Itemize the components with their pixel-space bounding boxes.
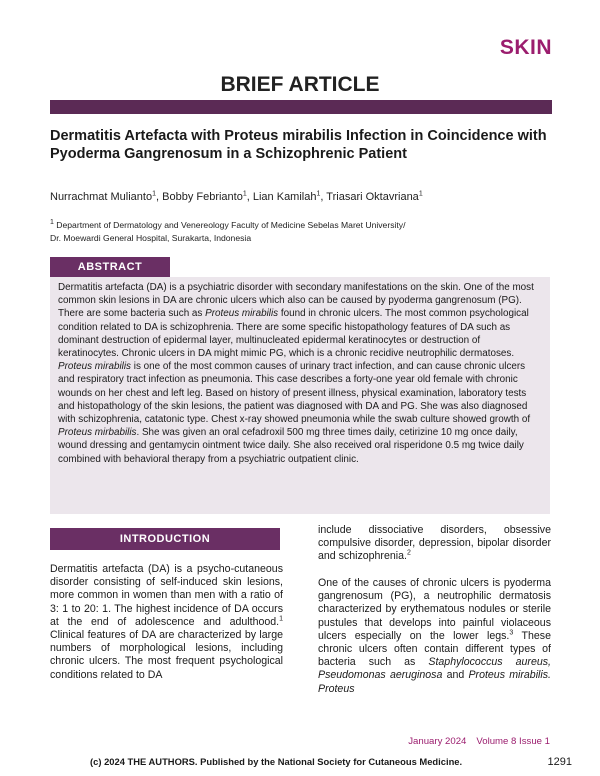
article-title: Dermatitis Artefacta with Proteus mirabilis Infection in Coincidence with Pyoderma Gangrenosum in a Schizophrenic Patient: [50, 128, 547, 162]
issue-date: January 2024: [408, 736, 467, 747]
article-type-heading: BRIEF ARTICLE: [220, 73, 380, 96]
author-name: Bobby Febrianto: [162, 191, 243, 203]
page-number: 1291: [547, 756, 572, 768]
affiliation-marker: 1: [316, 190, 321, 198]
affiliation-line: Department of Dermatology and Venereology Faculty of Medicine Sebelas Maret University/: [56, 220, 406, 230]
citation-ref: 2: [406, 549, 411, 557]
header-divider-bar: [50, 100, 552, 114]
section-label: SKIN: [499, 36, 552, 59]
issue-info: [398, 736, 550, 747]
abstract-text: Dermatitis artefacta (DA) is a psychiatric disorder with secondary manifestations on the skin. One of the most common skin lesions in DA are chronic ulcers which also can be caused by pyoderma gangrenosum (PG). There are some bacteria such as Proteus mirabilis found in chronic ulcers. The most common psychological condition related to DA is schizophrenia. There are some specific histopathology features of DA such as dominant destruction of epidermal layer, multinucleated epidermal keratinocytes or destruction of keratinocytes. Chronic ulcers in DA might mimic PG, which is a chronic recidive neutrophilic dermatoses. Proteus mirabilis is one of the most common causes of urinary tract infection, and can cause chronic ulcers and respiratory tract infection as pneumonia. This case describes a forty-one year old female with chronic wounds on her chest and left leg. Based on history of present illness, physical examination, laboratory tests and histopathology of the skin lesions, the patient was diagnosed with DA and PG. She was also diagnosed with schizophrenia, catatonic type. Chest x-ray showed pneumonia while the swab culture showed growth of Proteus mirbabilis. She was given an oral cefadroxil 500 mg three times daily, cetirizine 10 mg once daily, wound dressing and gentamycin ointment twice daily. She also received oral risperidone 0.5 mg twice daily combined with behavioral therapy from a psychiatric outpatient clinic.: [58, 282, 534, 465]
introduction-paragraph-2: One of the causes of chronic ulcers is pyoderma gangrenosum (PG), a neutrophilic dermatosis characterized by erythematous nodules or sterile pustules that develops into painful violaceous ulcers especially on the lower legs.$^3$ These chronic ulcers often contain different types of bacteria such as Staphylococcus aureus, Pseudomonas aeruginosa and Proteus mirabilis. Proteus: [318, 577, 552, 695]
affiliation-marker: 1: [152, 190, 156, 198]
volume-issue: Volume 8 Issue 1: [476, 736, 550, 747]
introduction-heading: INTRODUCTION: [50, 528, 280, 550]
affiliation-marker: 1: [418, 190, 423, 198]
introduction-paragraph-1-continued: include dissociative disorders, obsessive compulsive disorder, depression, bipolar disorder and schizophrenia.$^2$: [318, 524, 551, 563]
affiliation: [50, 219, 550, 245]
author-name: Lian Kamilah: [252, 191, 317, 203]
affiliation-marker: 1: [50, 219, 54, 227]
copyright-footer: (c) 2024 THE AUTHORS. Published by the National Society for Cutaneous Medicine.: [90, 756, 463, 767]
citation-ref: 1: [279, 615, 283, 623]
citation-ref: 3: [509, 629, 514, 637]
abstract-heading: ABSTRACT: [50, 257, 170, 277]
author-name: Triasari Oktavriana: [326, 191, 419, 203]
abstract-box: [50, 277, 550, 514]
affiliation-marker: 1: [242, 190, 247, 198]
affiliation-line: Dr. Moewardi General Hospital, Surakarta, Indonesia: [50, 233, 252, 243]
introduction-paragraph-1: Dermatitis artefacta (DA) is a psycho-cutaneous disorder consisting of self-induced skin lesions, more common in women than men with a ratio of 3: 1 to 20: 1. The highest incidence of DA occurs at the end of adolescence and adulthood.$^1$ Clinical features of DA are characterized by large numbers of morphological lesions, including chronic ulcers. The most frequent psychological conditions related to DA: [50, 563, 283, 681]
author-list: Nurrachmat Mulianto$^1$, Bobby Febrianto$^1$, Lian Kamilah$^1$, Triasari Oktavriana$^1$: [50, 190, 423, 203]
author-name: Nurrachmat Mulianto: [50, 191, 153, 203]
